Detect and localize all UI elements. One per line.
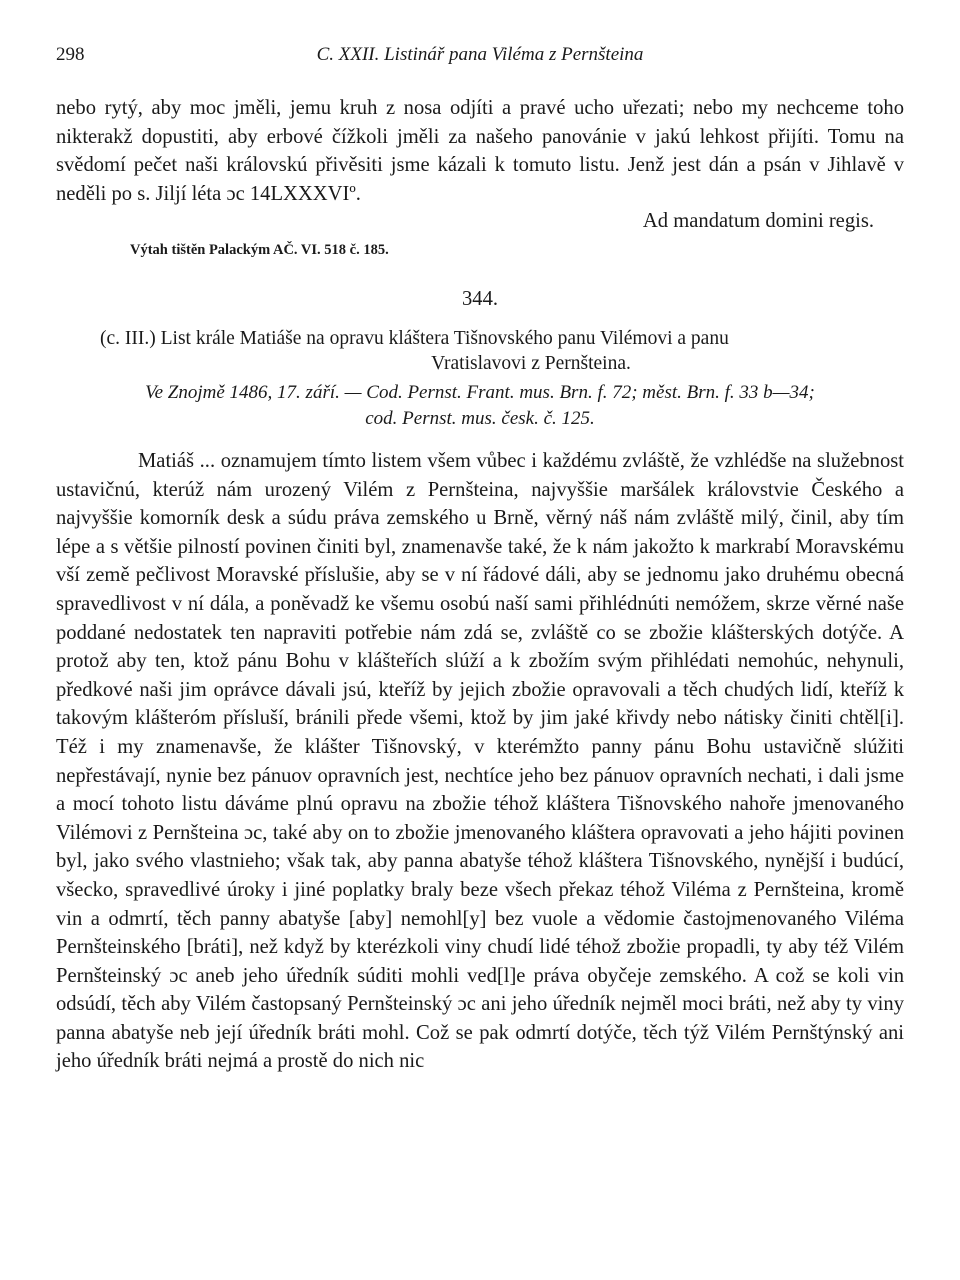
page-header [56,44,904,74]
sources-line-2: cod. Pernst. mus. česk. č. 125. [365,408,595,429]
source-note: Výtah tištěn Palackým AČ. VI. 518 č. 185. [130,242,389,258]
document-sources [56,380,904,432]
document-regest [100,326,960,376]
sources-line-1: Ve Znojmě 1486, 17. září. — Cod. Pernst. Frant. mus. Brn. f. 72; měst. Brn. f. 33 b—34; [145,382,815,403]
page-number: 298 [56,44,85,65]
document-number: 344. [461,288,499,310]
regest-line-1: (c. III.) List krále Matiáše na opravu kláštera Tišnovského panu Vilémovi a panu [100,328,729,349]
intro-paragraph: nebo rytý, aby moc jměli, jemu kruh z nosa odjíti a pravé ucho uřezati; nebo my nechceme toho nikterakž dopustiti, aby erbové čížkoli jměli za našeho panovánie v jakú lehkost přijíti. Tomu na svědomí pečet naši královskú přivěsiti jsme kázali k tomuto listu. Jenž jest dán a psán v Jihlavě v neděli po s. Jiljí léta ɔc 14LXXXVIº. [56,97,904,205]
running-title: C. XXII. Listinář pana Viléma z Pernšteina [316,44,644,65]
regest-line-2: Vratislavovi z Pernšteina. [431,353,631,374]
closing-formula: Ad mandatum domini regis. [642,210,874,232]
main-text: Matiáš ... oznamujem tímto listem všem vůbec i každému zvláště, že vzhlédše na služebnost ustavičnú, kterúž nám urozený Vilém z Pernšteina, najvyššie maršálek královstvie Českého a najvyššie komorník desk a súdu práva zemského u Brně, věrný náš nám zvláště milý, činil, aby tím lépe a s většie pilností povinen činiti byl, znamenavše také, že k nám jakožto k markrabí Moravskému vší země pečlivost Moravské příslušie, aby se v ní řádové dáli, aby se jednomu jako druhému obecná spravedlivost v ní dála, a poněvadž ke všemu osobú naší sami přihlédnúti nemóžem, skrze věrné naše poddané nedostatek ten napraviti potřebie nám zdá se, zvláště co se zbožie klášterských dotýče. A protož aby ten, ktož pánu Bohu v klášteřích slúží a k zbožím svým přihlédati nemohúc, nehynuli, předkové naši jim oprávce dávali jsú, kteříž by jejich zbožie opravovali a těch chudých lidí, kteříž k takovým klášteróm přísluší, bránili přede všemi, ktož by jim jaké křivdy nebo nátisky činiti chtěl[i]. Též i my znamenavše, že klášter Tišnovský, v kterémžto panny pánu Bohu ustavičně slúžiti nepřestávají, nynie bez pánuov opravních jest, nechtíce jeho bez pánuov opravních nechati, i dali jsme a mocí tohoto listu dáváme plnú opravu na zbožie téhož kláštera Tišnovského nahoře jmenovaného Vilémovi z Pernšteina ɔc, také aby on to zbožie jmenovaného kláštera opravovati a jeho hájiti povinen byl, jako svého vlastnieho; však tak, aby panna abatyše téhož kláštera Tišnovského, nynější i budúcí, všecko, spravedlivé úroky i jiné poplatky braly beze všech překaz téhož Viléma z Pernšteina, kromě vin a odmrtí, těch panny abatyše [aby] nemohl[y] bez vuole a vědomie častojmenovaného Viléma Pernšteinského [bráti], než když by kterézkoli viny chudí lidé téhož zbožie propadli, ty aby též Vilém Pernšteinský ɔc aneb jeho úředník súditi mohli ved[l]e práva obyčeje zemského. A což se koli vin odsúdí, těch aby Vilém častopsaný Pernšteinský ɔc ani jeho úředník nejměl moci bráti, než aby ty viny panna abatyše neb její úředník bráti mohl. Což se pak odmrtí dotýče, těch týž Vilém Pernštýnský ani jeho úředník bráti nejmá a prostě do nich nic [56,450,904,1073]
